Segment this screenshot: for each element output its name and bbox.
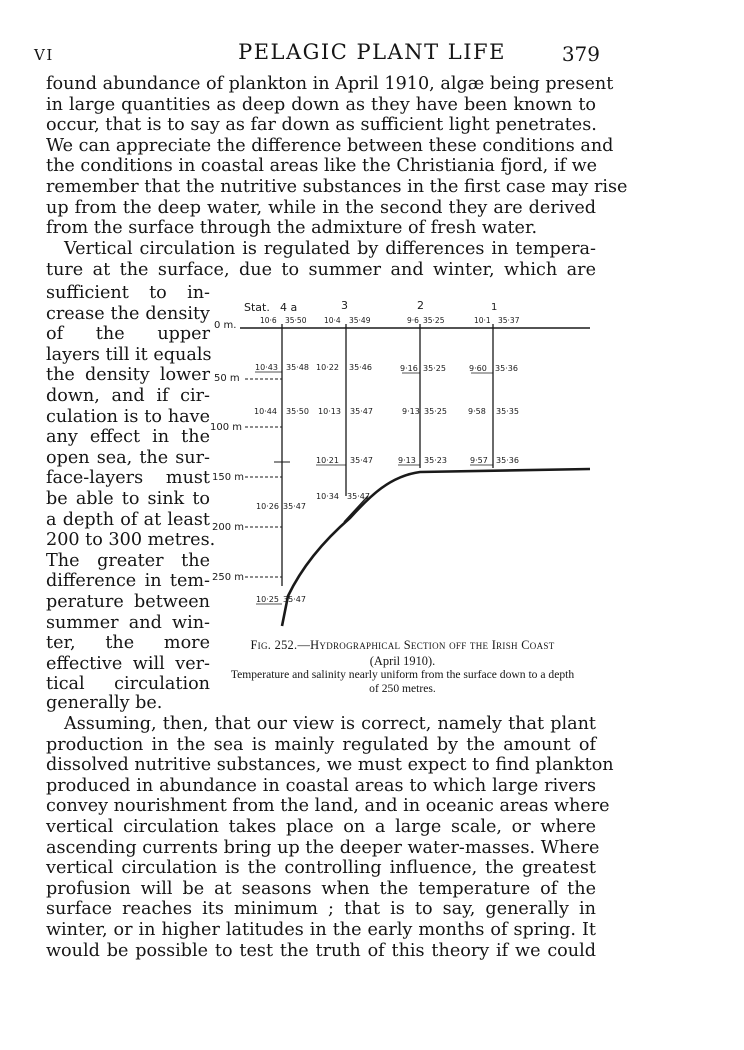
text-line: perature between bbox=[46, 591, 210, 612]
reading-deep: 35·47 bbox=[347, 492, 370, 501]
paragraph-2-end bbox=[46, 693, 596, 714]
surface-reading: 9·6 bbox=[407, 316, 419, 325]
section-diagram bbox=[210, 296, 595, 636]
reading-50m: 10·22 bbox=[316, 363, 339, 372]
depth-label: 0 m. bbox=[214, 320, 237, 331]
hydrographic-section-figure bbox=[210, 296, 595, 636]
text-line: ture at the surface, due to summer and winter, which are bbox=[46, 259, 596, 280]
paragraph-2 bbox=[46, 239, 596, 280]
reading-50m: 35·48 bbox=[286, 363, 309, 372]
reading-100m: 35·35 bbox=[496, 407, 519, 416]
figure-caption-date: (April 1910). bbox=[369, 654, 436, 668]
running-title: PELAGIC PLANT LIFE bbox=[238, 40, 506, 64]
text-line: of the upper bbox=[46, 324, 210, 345]
text-line: down, and if cir- bbox=[46, 385, 210, 406]
text-line: effective will ver- bbox=[46, 653, 210, 674]
text-line: difference in tem- bbox=[46, 571, 210, 592]
reading-100m: 9·58 bbox=[468, 407, 486, 416]
text-line: be able to sink to bbox=[46, 488, 210, 509]
text-line: remember that the nutritive substances in the first case may rise bbox=[46, 176, 628, 197]
page-number: 379 bbox=[561, 42, 600, 66]
reading-150m: 10·21 bbox=[316, 456, 339, 465]
figure-caption-title: Fig. 252.—Hydrographical Section off the Irish Coast bbox=[250, 638, 555, 652]
text-line: Vertical circulation is regulated by differences in tempera- bbox=[64, 239, 596, 259]
text-line: We can appreciate the difference between these conditions and bbox=[46, 135, 614, 156]
reading-100m: 10·13 bbox=[318, 407, 341, 416]
chapter-number: VI bbox=[34, 46, 54, 64]
surface-reading: 35·50 bbox=[285, 316, 307, 325]
station-label: 3 bbox=[341, 299, 348, 312]
reading-100m: 35·25 bbox=[424, 407, 447, 416]
reading-150m: 35·47 bbox=[350, 456, 373, 465]
reading-deep: 10·26 bbox=[256, 502, 279, 511]
reading-150m: 35·23 bbox=[424, 456, 447, 465]
depth-label: 50 m bbox=[214, 373, 240, 384]
paragraph-1 bbox=[46, 74, 628, 239]
text-line: convey nourishment from the land, and in oceanic areas where bbox=[46, 796, 610, 817]
text-line: culation is to have bbox=[46, 406, 210, 427]
station-label: 2 bbox=[417, 299, 424, 312]
text-line: would be possible to test the truth of this theory if we could bbox=[46, 940, 596, 961]
text-line: in large quantities as deep down as they have been known to bbox=[46, 94, 596, 115]
text-line: the density lower bbox=[46, 365, 210, 386]
reading-150m: 9·13 bbox=[398, 456, 416, 465]
text-line: production in the sea is mainly regulated by the amount of bbox=[46, 734, 596, 755]
text-line: vertical circulation is the controlling influence, the greatest bbox=[46, 858, 596, 879]
paragraph-2-side-column bbox=[46, 283, 216, 695]
reading-100m: 35·47 bbox=[350, 407, 373, 416]
surface-reading: 35·49 bbox=[349, 316, 371, 325]
text-line: layers till it equals bbox=[46, 344, 212, 365]
text-line: the conditions in coastal areas like the Christiania fjord, if we bbox=[46, 156, 598, 177]
text-line: vertical circulation takes place on a large scale, or where bbox=[46, 816, 596, 837]
reading-150m: 9·57 bbox=[470, 456, 488, 465]
depth-label: 200 m bbox=[212, 522, 245, 533]
text-line: from the surface through the admixture of fresh water. bbox=[46, 218, 538, 239]
text-line: ascending currents bring up the deeper water-masses. Where bbox=[46, 837, 600, 858]
text-line: sufficient to in- bbox=[46, 283, 210, 303]
reading-100m: 9·13 bbox=[402, 407, 420, 416]
text-line: Assuming, then, that our view is correct, namely that plant bbox=[64, 714, 596, 734]
figure-number: Fig. 252. bbox=[250, 638, 298, 652]
text-line: occur, that is to say as far down as sufficient light penetrates. bbox=[46, 115, 597, 136]
figure-title: Hydrographical Section off the Irish Coast bbox=[310, 638, 555, 652]
reading-100m: 10·44 bbox=[254, 407, 277, 416]
text-line: crease the density bbox=[46, 303, 210, 324]
text-line: ter, the more bbox=[46, 633, 210, 654]
reading-deep: 10·34 bbox=[316, 492, 339, 501]
station-label: 1 bbox=[491, 302, 498, 313]
text-line: any effect in the bbox=[46, 427, 210, 448]
text-line: open sea, the sur- bbox=[46, 447, 210, 468]
depth-label: 250 m bbox=[212, 572, 245, 583]
reading-50m: 10·43 bbox=[255, 363, 278, 372]
text-line: winter, or in higher latitudes in the early months of spring. It bbox=[46, 919, 596, 940]
surface-reading: 35·37 bbox=[498, 316, 520, 325]
surface-reading: 10·4 bbox=[324, 316, 341, 325]
text-line: surface reaches its minimum ; that is to say, generally in bbox=[46, 899, 596, 920]
station-prefix-label: Stat. bbox=[244, 301, 270, 314]
surface-reading: 10·6 bbox=[260, 316, 277, 325]
text-line: profusion will be at seasons when the temperature of the bbox=[46, 878, 596, 899]
text-line: a depth of at least bbox=[46, 509, 210, 530]
text-line: up from the deep water, while in the second they are derived bbox=[46, 197, 596, 218]
text-line: summer and win- bbox=[46, 612, 210, 633]
station-label: 4 a bbox=[280, 301, 298, 314]
reading-150m: 35·36 bbox=[496, 456, 519, 465]
reading-50m: 35·25 bbox=[423, 364, 446, 373]
reading-50m: 9·60 bbox=[469, 364, 487, 373]
text-line: tical circulation bbox=[46, 674, 210, 695]
text-line: 200 to 300 metres. bbox=[46, 530, 216, 551]
text-line: dissolved nutritive substances, we must expect to find plankton bbox=[46, 755, 614, 776]
text-line: face-layers must bbox=[46, 468, 210, 489]
reading-deep: 35·47 bbox=[283, 595, 306, 604]
reading-50m: 35·36 bbox=[495, 364, 518, 373]
surface-reading: 10·1 bbox=[474, 316, 491, 325]
paragraph-3 bbox=[46, 714, 614, 961]
text-line: The greater the bbox=[46, 550, 210, 571]
figure-caption-note: Temperature and salinity nearly uniform from the surface down to a depth of 250 metres. bbox=[230, 668, 575, 695]
reading-deep: 10·25 bbox=[256, 595, 279, 604]
depth-label: 150 m bbox=[212, 472, 245, 483]
reading-50m: 35·46 bbox=[349, 363, 372, 372]
text-line: found abundance of plankton in April 1910, algæ being present bbox=[46, 74, 614, 94]
reading-50m: 9·16 bbox=[400, 364, 418, 373]
reading-100m: 35·50 bbox=[286, 407, 309, 416]
text-line: produced in abundance in coastal areas to which large rivers bbox=[46, 775, 596, 796]
surface-reading: 35·25 bbox=[423, 316, 445, 325]
reading-deep: 35·47 bbox=[283, 502, 306, 511]
text-line: generally be. bbox=[46, 693, 163, 713]
depth-label: 100 m bbox=[210, 422, 243, 433]
